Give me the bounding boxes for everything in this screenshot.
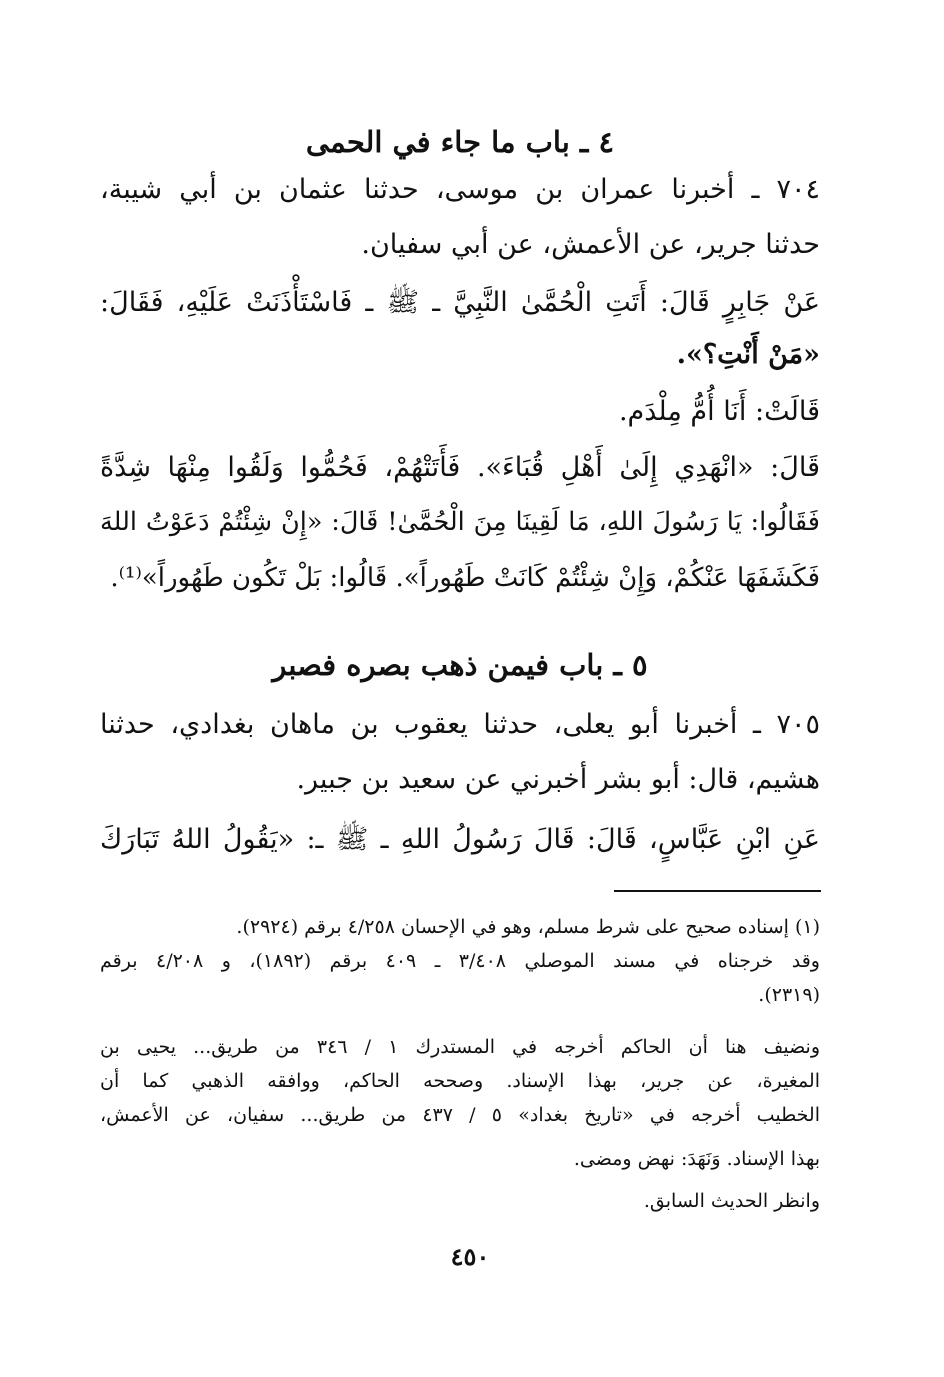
footnote-line-4: ونضيف هنا أن الحاكم أخرجه في المستدرك ١ / ٣٤٦ من طريق... يحيى بن bbox=[100, 1036, 821, 1058]
chapter-5-heading: ٥ ـ باب فيمن ذهب بصره فصبر bbox=[272, 648, 648, 682]
page-number: ٤٥٠ bbox=[450, 1242, 490, 1271]
footnote-separator bbox=[614, 890, 821, 892]
hadith-704-text-line-1: عَنْ جَابِرٍ قَالَ: أَتَتِ الْحُمَّىٰ النَّبِيَّ ـ ﷺ ـ فَاسْتَأْذَنَتْ عَلَيْهِ، فَقَالَ: bbox=[100, 287, 820, 318]
hadith-704-text-line-2: «مَنْ أَنْتِ؟». bbox=[676, 339, 820, 370]
footnote-line-5: المغيرة، عن جرير، بهذا الإسناد. وصححه الحاكم، ووافقه الذهبي كما أن bbox=[100, 1070, 820, 1092]
hadith-705-isnad-line-1: ٧٠٥ ـ أخبرنا أبو يعلى، حدثنا يعقوب بن ماهان بغدادي، حدثنا bbox=[100, 709, 820, 740]
hadith-705-isnad-line-2: هشيم، قال: أبو بشر أخبرني عن سعيد بن جبير. bbox=[296, 764, 820, 795]
hadith-704-isnad-line-2: حدثنا جرير، عن الأعمش، عن أبي سفيان. bbox=[361, 229, 820, 260]
footnote-line-7: بهذا الإسناد. وَنَهَدَ: نهض ومضى. bbox=[573, 1148, 820, 1170]
footnote-line-8: وانظر الحديث السابق. bbox=[643, 1190, 820, 1212]
hadith-704-text-line-4: قَالَ: «انْهَدِي إِلَىٰ أَهْلِ قُبَاءَ». فَأَتَتْهُمْ، فَحُمُّوا وَلَقُوا مِنْهَا شِدَّةً bbox=[100, 452, 820, 483]
footnote-line-2: وقد خرجناه في مسند الموصلي ٣/٤٠٨ ـ ٤٠٩ برقم (١٨٩٢)، و ٤/٢٠٨ برقم bbox=[100, 950, 820, 972]
footnote-line-3: (٢٣١٩). bbox=[758, 984, 820, 1006]
hadith-704-isnad-line-1: ٧٠٤ ـ أخبرنا عمران بن موسى، حدثنا عثمان بن أبي شيبة، bbox=[100, 174, 820, 205]
hadith-704-text-line-6: فَكَشَفَهَا عَنْكُمْ، وَإِنْ شِئْتُمْ كَانَتْ طَهُوراً». قَالُوا: بَلْ تَكُون طَهُوراً»⁽¹⁾. bbox=[110, 563, 820, 593]
hadith-704-text-line-3: قَالَتْ: أَنَا أُمُّ مِلْدَم. bbox=[618, 396, 820, 427]
footnote-line-6: الخطيب أخرجه في «تاريخ بغداد» ٥ / ٤٣٧ من طريق... سفيان، عن الأعمش، bbox=[100, 1104, 820, 1126]
chapter-4-heading: ٤ ـ باب ما جاء في الحمى bbox=[305, 125, 615, 159]
hadith-705-text-line-1: عَنِ ابْنِ عَبَّاسٍ، قَالَ: قَالَ رَسُولُ اللهِ ـ ﷺ ـ: «يَقُولُ اللهُ تَبَارَكَ bbox=[100, 824, 820, 855]
footnote-line-1: (١) إسناده صحيح على شرط مسلم، وهو في الإحسان ٤/٢٥٨ برقم (٢٩٢٤). bbox=[236, 916, 820, 938]
hadith-704-text-line-5: فَقَالُوا: يَا رَسُولَ اللهِ، مَا لَقِينَا مِنَ الْحُمَّىٰ! قَالَ: «إِنْ شِئْتُمْ دَعَوْتُ اللهَ bbox=[100, 507, 820, 537]
